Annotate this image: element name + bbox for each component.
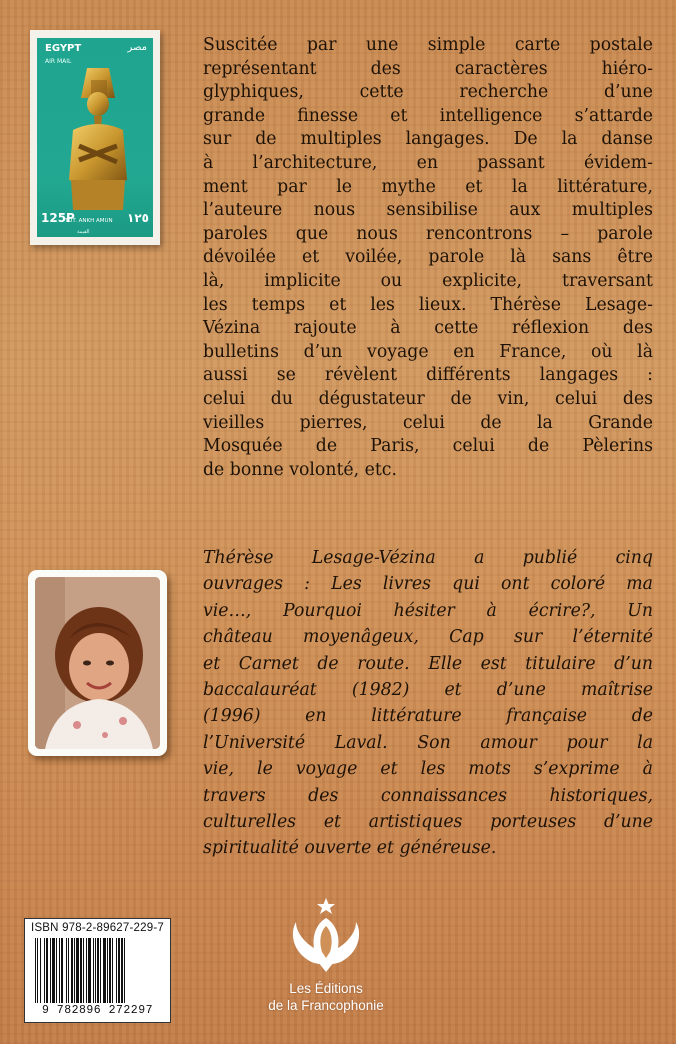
barcode-bar [103,938,106,1003]
publisher-logo-icon [286,896,366,974]
barcode-bar [66,938,67,1003]
bio-line: vie…, Pourquoi hésiter à écrire?, Un [203,600,653,621]
stamp-caption-arabic: القيمة [77,229,90,235]
blurb-line: de bonne volonté, etc. [203,459,397,480]
blurb-line: les temps et les lieux. Thérèse Lesage- [203,294,653,315]
bio-line: ouvrages : Les livres qui ont coloré ma [203,574,653,595]
publisher-line-2: de la Francophonie [268,998,384,1013]
bio-line: (1996) en littérature française de [203,706,653,727]
blurb-line: représentant des caractères hiéro- [203,58,653,79]
bio-line: château moyenâgeux, Cap sur l’éternité [203,627,653,648]
blurb-line: ment par le mythe et la littérature, [203,176,653,197]
barcode-bar [59,938,60,1003]
bio-line: culturelles et artistiques porteuses d’une [203,812,653,833]
barcode-bar [37,938,38,1003]
pharaoh-statue-icon [57,60,139,210]
postage-stamp [30,30,160,245]
barcode-bar [97,938,99,1003]
barcode-bar [124,938,125,1003]
blurb-line: sur de multiples langages. De la danse [203,129,653,150]
barcode-bar [76,938,79,1003]
blurb-line: aussi se révèlent différents langages : [203,365,653,386]
stamp-value: 125P [41,211,75,225]
barcode-bars [35,938,162,1003]
barcode-bar [80,938,82,1003]
barcode-bar [116,938,117,1003]
author-portrait-icon [35,577,160,749]
author-portrait [35,577,160,749]
bio-line: l’Université Laval. Son amour pour la [203,732,653,753]
stamp-airmail: AIR MAIL [45,58,72,65]
barcode-bar [88,938,91,1003]
blurb-line: vieilles pierres, celui de la Grande [203,412,653,433]
barcode-bar [44,938,45,1003]
barcode-bar [100,938,101,1003]
barcode-bar [107,938,108,1003]
barcode-bar [121,938,123,1003]
stamp-value-arabic: ١٢٥ [127,211,149,225]
blurb-line: Mosquée de Paris, celui de Pèlerins [203,436,653,457]
bio-line: Thérèse Lesage-Vézina a publié cinq [203,548,653,568]
isbn-barcode [24,918,171,1023]
barcode-bar [71,938,73,1003]
author-photo [28,570,167,756]
blurb-line: glyphiques, cette recherche d’une [203,82,653,103]
barcode-bar [68,938,69,1003]
bio-line: baccalauréat (1982) et d’une maîtrise [203,680,653,701]
bio-line: et Carnet de route. Elle est titulaire d’un [203,653,653,674]
barcode-bar [35,938,36,1003]
stamp-image [37,38,153,237]
author-bio [203,545,653,862]
publisher-name [240,980,412,1014]
barcode-bar [118,938,120,1003]
barcode-bar [74,938,75,1003]
blurb-line: à l’architecture, en passant évidem- [203,152,653,173]
stamp-country: EGYPT [45,43,82,54]
barcode-bar [83,938,84,1003]
book-blurb [203,34,653,482]
publisher-line-1: Les Éditions [289,981,363,996]
barcode-bar [109,938,111,1003]
blurb-line: paroles que nous rencontrons – parole [203,223,653,244]
barcode-bar [56,938,57,1003]
barcode-bar [46,938,48,1003]
blurb-line: celui du dégustateur de vin, celui des [203,388,653,409]
blurb-line: bulletins d’un voyage en France, où là [203,341,653,362]
stamp-country-arabic: مصر [127,42,147,53]
blurb-line: dévoilée et voilée, parole là sans être [203,247,653,268]
barcode-bar [50,938,51,1003]
barcode-bar [52,938,55,1003]
barcode-bar [40,938,41,1003]
barcode-bar [93,938,94,1003]
blurb-line: Suscitée par une simple carte postale [203,35,653,55]
blurb-line: grande finesse et intelligence s’attarde [203,105,653,126]
barcode-bar [86,938,87,1003]
barcode-bar [95,938,96,1003]
bio-line: vie, le voyage et les mots s’exprime à [203,759,653,780]
bio-line: spiritualité ouverte et généreuse. [203,838,497,859]
isbn-label: ISBN 978-2-89627-229-7 [31,922,164,934]
bio-line: travers des connaissances historiques, [203,785,653,806]
barcode-bar [112,938,113,1003]
barcode-bar [61,938,63,1003]
stamp-caption: TUT. ANKH AMUN [65,218,113,224]
ean-number: 9 782896 272297 [41,1004,154,1017]
blurb-line: l’auteure nous sensibilise aux multiples [203,200,653,221]
blurb-line: là, implicite ou explicite, traversant [203,270,653,291]
blurb-line: Vézina rajoute à cette réflexion des [203,318,653,339]
